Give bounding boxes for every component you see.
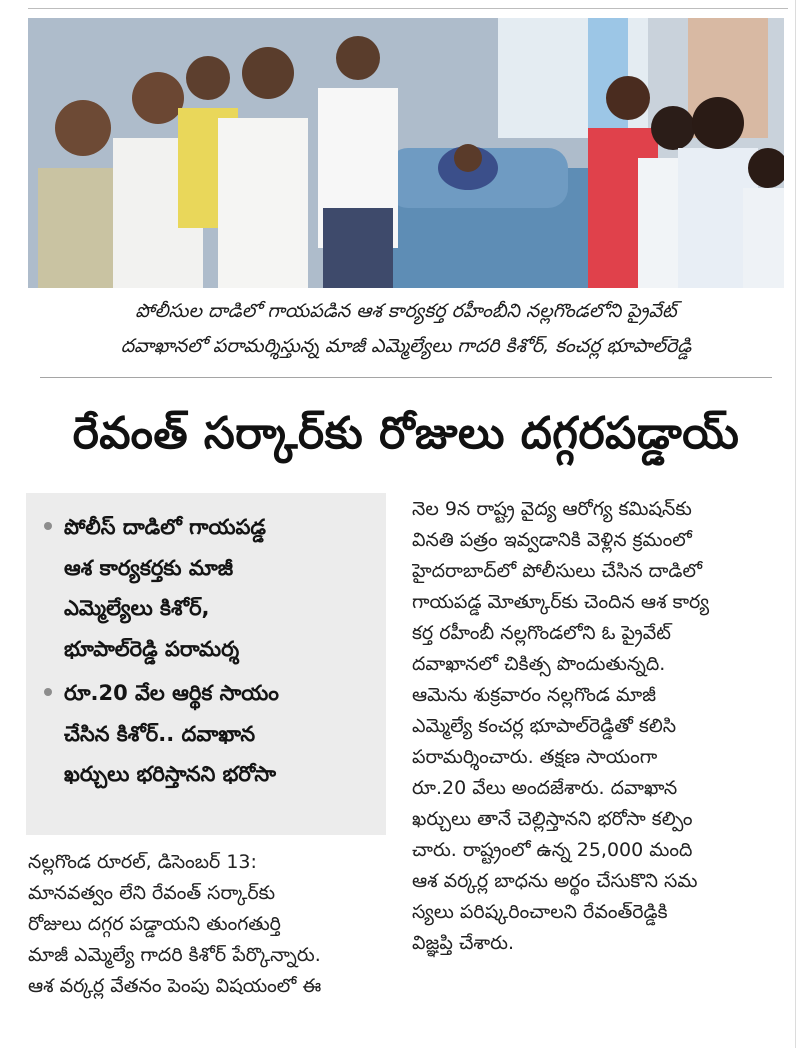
page-edge-rule [795,0,796,1048]
article-line: నెల 9న రాష్ట్ర వైద్య ఆరోగ్య కమిషన్‌కు [412,498,692,520]
highlight-line: పోలీస్ దాడిలో గాయపడ్డ [64,515,266,539]
article-line: చారు. రాష్ట్రంలో ఉన్న 25,000 మంది [412,839,693,861]
highlight-line: ఖర్చులు భరిస్తానని భరోసా [64,762,277,786]
photo-caption [30,294,782,364]
article-line: పరామర్శించారు. తక్షణ సాయంగా [412,746,658,768]
highlight-line: రూ.20 వేల ఆర్థిక సాయం [64,681,279,705]
article-column-right [412,494,788,959]
article-line: ఖర్చులు తానే చెల్లిస్తానని భరోసా కల్పిం [412,808,693,830]
article-line: మాజీ ఎమ్మెల్యే గాదరి కిశోర్ పేర్కొన్నారు. [28,944,321,966]
article-line: మానవత్వం లేని రేవంత్ సర్కార్‌కు [28,882,276,904]
hospital-visit-photo [28,18,784,288]
article-line: స్యలు పరిష్కరించాలని రేవంత్‌రెడ్డికి [412,901,668,923]
article-column-left [28,847,388,1002]
highlight-line: భూపాల్‌రెడ్డి పరామర్శ [64,636,240,661]
article-line: హైదరాబాద్‌లో పోలీసులు చేసిన దాడిలో [412,560,703,582]
article-line: వినతి పత్రం ఇవ్వడానికి వెళ్లిన క్రమంలో [412,529,692,551]
caption-line-1: పోలీసుల దాడిలో గాయపడిన ఆశ కార్యకర్త రహీంబీని నల్లగొండలోని ప్రైవేట్ [135,300,677,322]
highlight-item [44,673,372,795]
article-line: ఆశ వర్కర్ల వేతనం పెంపు విషయంలో ఈ [28,975,322,997]
caption-line-2: దవాఖానలో పరామర్శిస్తున్న మాజీ ఎమ్మెల్యేలు గాదరి కిశోర్, కంచర్ల భూపాల్‌రెడ్డి [120,335,692,357]
highlight-text [64,507,266,669]
article-line: రూ.20 వేలు అందజేశారు. దవాఖాన [412,777,678,799]
article-line: నల్లగొండ రూరల్, డిసెంబర్ 13: [28,851,257,873]
top-rule [28,8,788,9]
bullet-icon [44,522,52,530]
article-line: ఎమ్మెల్యే కంచర్ల భూపాల్‌రెడ్డితో కలిసి [412,715,677,737]
highlight-item [44,507,372,669]
highlight-line: ఆశ కార్యకర్తకు మాజీ [64,555,234,580]
article-line: ఆశ వర్కర్ల బాధను అర్థం చేసుకొని సమ [412,870,698,892]
article-line: రోజులు దగ్గర పడ్డాయని తుంగతుర్తి [28,913,281,935]
news-photo [28,18,784,288]
highlight-line: ఎమ్మెల్యేలు కిశోర్, [64,596,210,620]
bullet-icon [44,688,52,696]
article-line: కర్త రహీంబీ నల్లగొండలోని ఓ ప్రైవేట్ [412,622,671,644]
article-line: దవాఖానలో చికిత్స పొందుతున్నది. [412,653,666,675]
article-line: విజ్ఞప్తి చేశారు. [412,932,515,954]
article-line: గాయపడ్డ మోత్కూర్‌కు చెందిన ఆశ కార్య [412,591,710,613]
caption-divider [40,377,772,378]
highlight-text [64,673,279,795]
headline: రేవంత్ సర్కార్‌కు రోజులు దగ్గరపడ్డాయ్ [72,408,740,459]
article-line: ఆమెను శుక్రవారం నల్లగొండ మాజీ [412,684,657,706]
highlight-line: చేసిన కిశోర్.. దవాఖాన [64,721,256,746]
highlight-box [26,493,386,835]
